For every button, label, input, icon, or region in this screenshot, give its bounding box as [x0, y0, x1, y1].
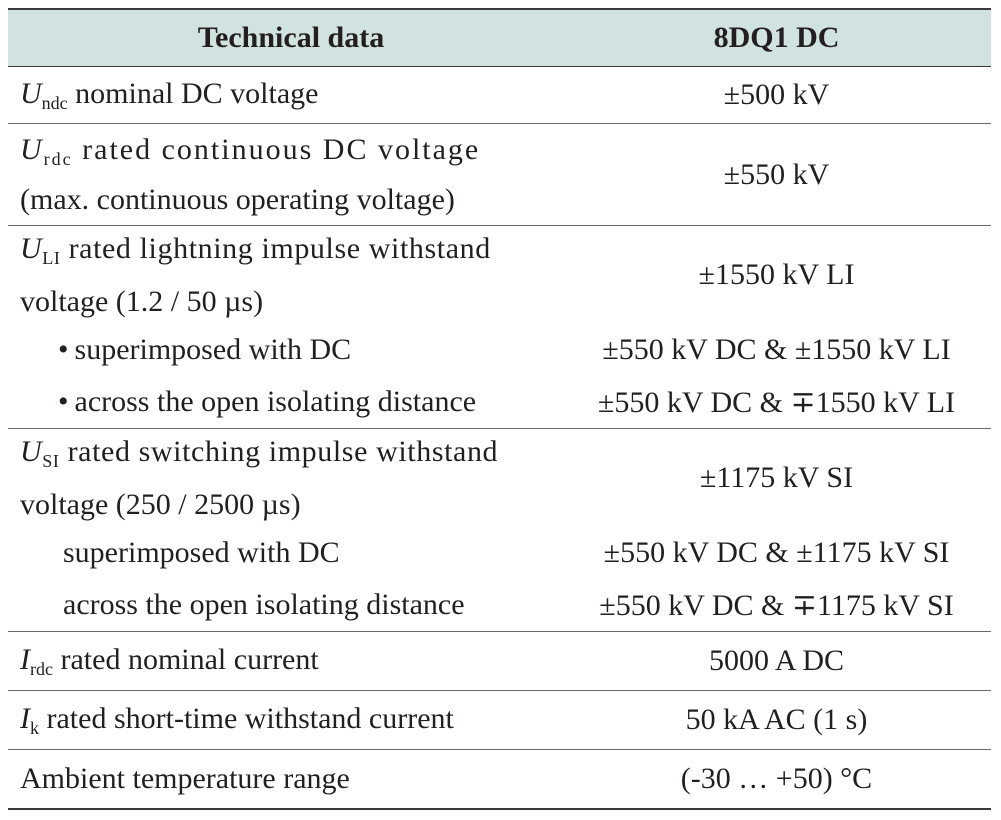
symbol: I: [20, 642, 30, 676]
subrow-value: ±550 kV DC & ∓1175 kV SI: [599, 588, 954, 622]
row-value: ±1175 kV SI: [699, 461, 854, 494]
row-label: [8, 77, 562, 114]
subrow-label: [8, 333, 562, 367]
row-nominal-dc-voltage: [8, 67, 991, 124]
header-technical-data: Technical data: [197, 21, 385, 54]
row-switching-impulse: [8, 429, 991, 632]
row-rated-continuous-dc-voltage: [8, 124, 991, 226]
technical-data-table: [8, 8, 991, 810]
row-lightning-impulse: [8, 226, 991, 429]
symbol: I: [20, 701, 30, 735]
symbol: U: [20, 231, 43, 265]
row-label: [8, 430, 562, 527]
row-value: 50 kA AC (1 s): [685, 703, 868, 736]
subrow-superimposed: [8, 324, 991, 376]
label-text: rated switching impulse withstand: [59, 434, 499, 468]
label-text: rated nominal current: [52, 642, 319, 676]
subrow-label: superimposed with DC: [63, 536, 340, 569]
label-line-1: [20, 227, 562, 280]
row-value: ±1550 kV LI: [698, 258, 855, 291]
bullet: •: [58, 333, 69, 366]
subrow-label: [8, 385, 562, 419]
label-line-1: [20, 430, 562, 483]
label-line-2: voltage (250 / 2500 µs): [20, 487, 301, 521]
subrow-label-text: across the open isolating distance: [74, 385, 477, 418]
row-label: [8, 227, 562, 324]
symbol-subscript: rdc: [30, 658, 53, 679]
subrow-value: ±550 kV DC & ±1175 kV SI: [603, 536, 950, 569]
table-header: [8, 10, 991, 67]
symbol: U: [20, 133, 44, 166]
label-text: nominal DC voltage: [67, 76, 319, 110]
symbol-subscript: rdc: [43, 149, 73, 169]
row-value: ±550 kV: [723, 157, 830, 191]
row-label: [8, 643, 562, 680]
row-value: ±500 kV: [723, 78, 830, 111]
label-line-2: voltage (1.2 / 50 µs): [20, 284, 264, 318]
symbol-subscript: ndc: [41, 92, 68, 113]
symbol-subscript: SI: [42, 450, 60, 471]
subrow-isolating-distance: [8, 579, 991, 631]
label-text: rated continuous DC voltage: [72, 133, 481, 166]
subrow-label-text: superimposed with DC: [74, 333, 352, 366]
subrow-isolating-distance: [8, 376, 991, 428]
bullet: •: [58, 385, 69, 418]
subrow-label: across the open isolating distance: [63, 588, 465, 621]
label-line-1: [20, 129, 562, 180]
row-label: [8, 129, 562, 220]
row-short-time-withstand-current: [8, 691, 991, 750]
row-ambient-temperature: [8, 750, 991, 808]
subrow-value: ±550 kV DC & ±1550 kV LI: [602, 333, 951, 366]
label-text: rated short-time withstand current: [39, 701, 454, 735]
symbol: U: [20, 76, 42, 110]
label-text: rated lightning impulse withstand: [60, 231, 491, 265]
row-rated-nominal-current: [8, 632, 991, 691]
symbol: U: [20, 434, 43, 468]
subrow-superimposed: [8, 527, 991, 579]
row-label: Ambient temperature range: [20, 762, 350, 795]
symbol-subscript: LI: [42, 247, 61, 268]
label-line-2: (max. continuous operating voltage): [20, 183, 455, 216]
row-value: (-30 … +50) °C: [680, 762, 873, 795]
row-label: [8, 702, 562, 739]
symbol-subscript: k: [30, 717, 39, 738]
header-model: 8DQ1 DC: [713, 21, 840, 54]
subrow-value: ±550 kV DC & ∓1550 kV LI: [597, 385, 956, 419]
row-value: 5000 A DC: [708, 644, 845, 677]
